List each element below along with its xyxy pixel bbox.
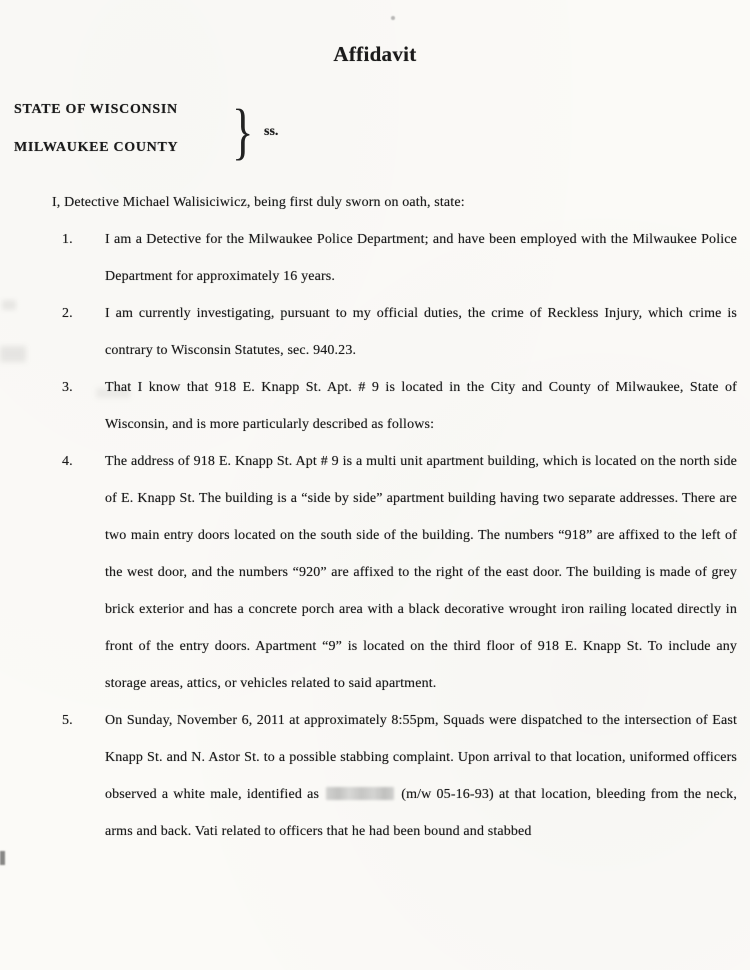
document-title: Affidavit (333, 42, 417, 66)
paragraph-number: 2. (62, 306, 73, 321)
paragraph-text-before-redaction: On Sunday, November 6, 2011 at approximately 8:55pm, Squads were dispatched to the intersection of East Knapp St. and N. Astor St. to a possible stabbing complaint. Upon arrival to that location, uniformed officers observed a white male, identified as (105, 713, 737, 802)
paragraph-text: The address of 918 E. Knapp St. Apt # 9 is a multi unit apartment building, which is located on the north side of E. Knapp St. The building is a “side by side” apartment building having two separate addresses. There are two main entry doors located on the south side of the building. The numbers “918” are affixed to the left of the west door, and the numbers “920” are affixed to the right of the east door. The building is made of grey brick exterior and has a concrete porch area with a black decorative wrought iron railing located directly in front of the entry doors. Apartment “9” is located on the third floor of 918 E. Knapp St. To include any storage areas, attics, or vehicles related to said apartment. (105, 454, 737, 691)
venue-county: MILWAUKEE COUNTY (14, 140, 179, 155)
ss-label: ss. (264, 124, 279, 139)
venue-state: STATE OF WISCONSIN (14, 102, 178, 117)
scan-edge-mark (0, 851, 5, 865)
paragraph-3 (0, 369, 750, 443)
paragraph-number: 1. (62, 232, 73, 247)
intro-line: I, Detective Michael Walisiciwicz, being first duly sworn on oath, state: (52, 195, 465, 210)
redacted-name-blur (326, 787, 394, 800)
paragraph-text-after-redaction: (m/w 05-16-93) at that location, bleeding from the neck, arms and back. Vati related to officers that he had been bound and stabbed (105, 787, 737, 839)
brace-glyph: } (232, 98, 254, 166)
paragraph-5 (0, 702, 750, 850)
paragraph-4 (0, 443, 750, 702)
scan-speck (391, 16, 395, 20)
paragraph-number: 5. (62, 713, 73, 728)
paragraph-number: 3. (62, 380, 73, 395)
paragraph-text: I am currently investigating, pursuant to my official duties, the crime of Reckless Injury, which crime is contrary to Wisconsin Statutes, sec. 940.23. (105, 306, 737, 358)
venue-block (14, 100, 334, 178)
paragraph-2 (0, 295, 750, 369)
paragraph-1 (0, 221, 750, 295)
paragraph-number: 4. (62, 454, 73, 469)
paragraph-text: That I know that 918 E. Knapp St. Apt. # 9 is located in the City and County of Milwaukee, State of Wisconsin, and is more particularly described as follows: (105, 380, 737, 432)
affidavit-body (0, 184, 750, 850)
paragraph-text: I am a Detective for the Milwaukee Police Department; and have been employed with the Milwaukee Police Department for approximately 16 years. (105, 232, 737, 284)
